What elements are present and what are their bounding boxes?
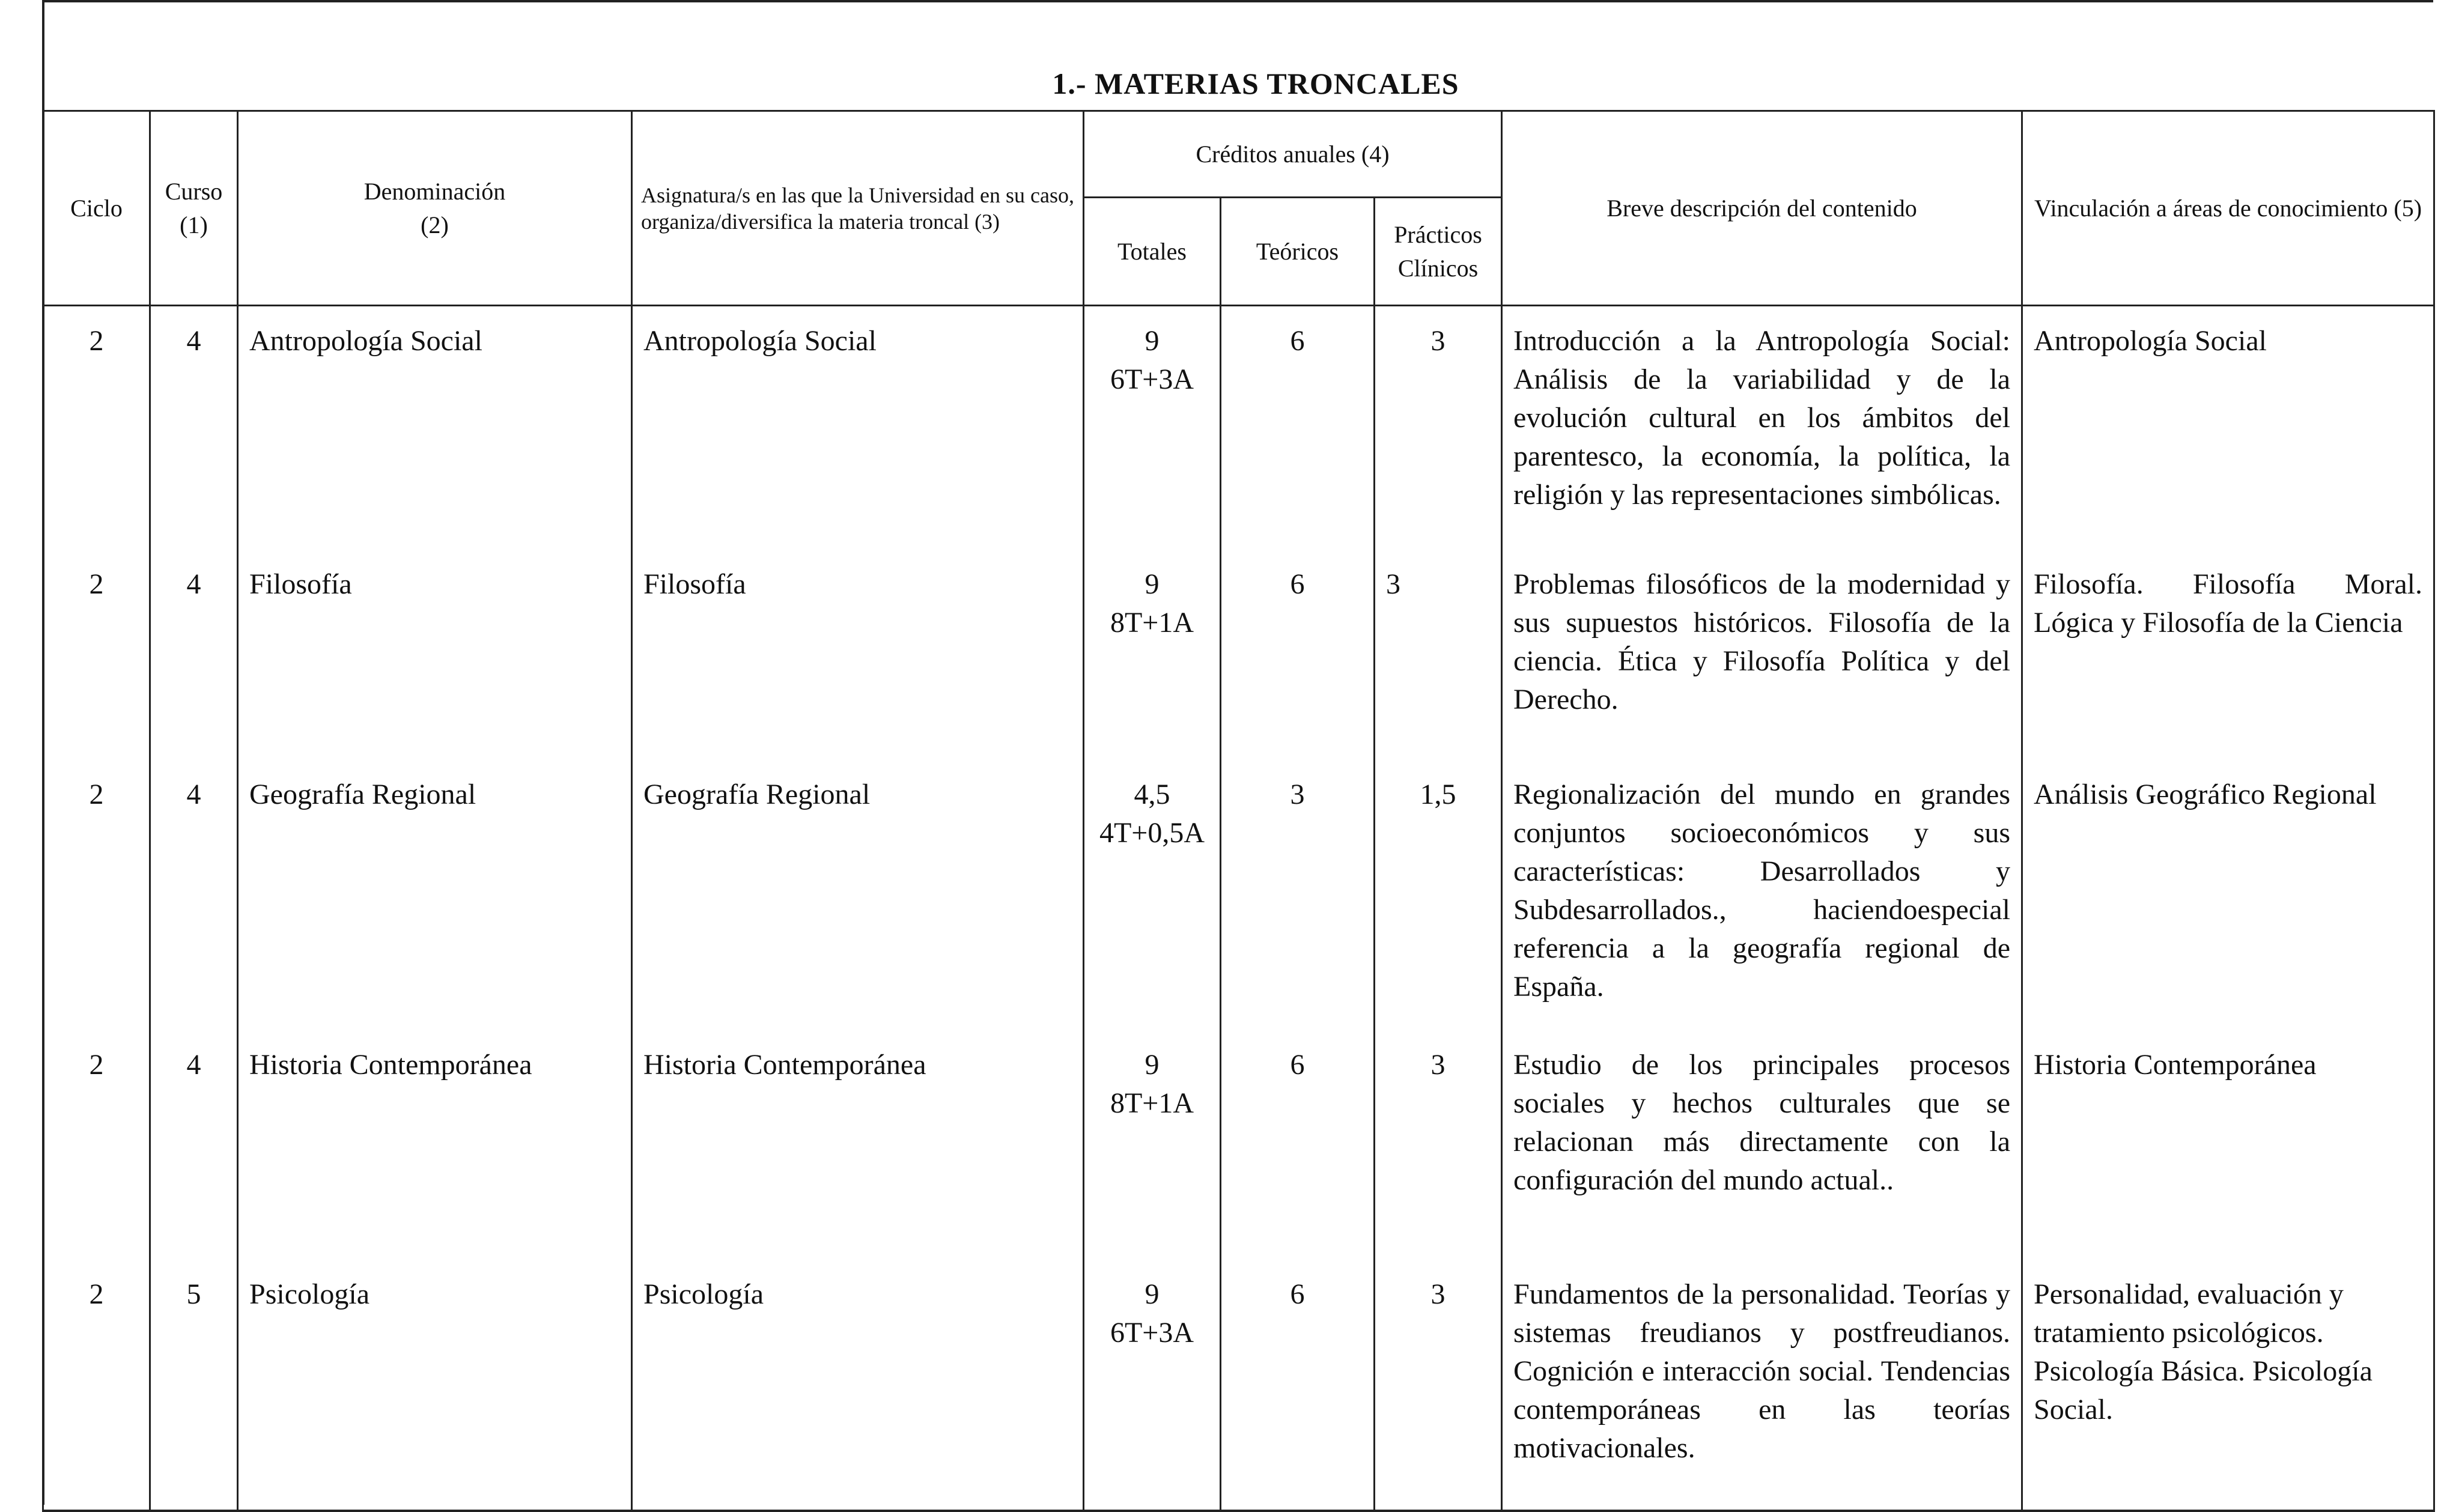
- cell-totales: [1084, 306, 1221, 550]
- cell-teoricos: 6: [1221, 306, 1375, 550]
- cell-teoricos: 6: [1221, 1260, 1375, 1511]
- cell-vinculacion: Análisis Geográfico Regional: [2022, 760, 2434, 1030]
- cell-asignatura: Historia Contemporánea: [632, 1030, 1084, 1260]
- totales-value: 9: [1145, 568, 1160, 600]
- cell-descripcion: Introducción a la Antropología Social: Análisis de la variabilidad y de la evolución cultural en los ámbitos del parentesco, la economía, la política, la religión y las representaciones simbólicas.: [1502, 306, 2022, 550]
- table-row: [43, 1030, 2434, 1260]
- totales-value: 4,5: [1134, 778, 1170, 810]
- totales-detail: 4T+0,5A: [1099, 816, 1205, 849]
- cell-denominacion: Antropología Social: [238, 306, 632, 550]
- totales-detail: 8T+1A: [1110, 1087, 1194, 1119]
- totales-value: 9: [1145, 325, 1160, 357]
- totales-detail: 8T+1A: [1110, 606, 1194, 639]
- cell-totales: [1084, 1260, 1221, 1511]
- cell-vinculacion: Historia Contemporánea: [2022, 1030, 2434, 1260]
- header-descripcion: Breve descripción del contenido: [1502, 111, 2022, 306]
- table-row: [43, 1260, 2434, 1511]
- cell-descripcion: Problemas filosóficos de la modernidad y sus supuestos históricos. Filosofía de la ciencia. Ética y Filosofía Política y del Derecho.: [1502, 550, 2022, 760]
- cell-teoricos: 3: [1221, 760, 1375, 1030]
- cell-totales: [1084, 550, 1221, 760]
- cell-vinculacion: Personalidad, evaluación y tratamiento psicológicos. Psicología Básica. Psicología Social.: [2022, 1260, 2434, 1511]
- cell-practicos: 3: [1375, 1260, 1502, 1511]
- cell-curso: 4: [150, 550, 238, 760]
- cell-curso: 4: [150, 306, 238, 550]
- cell-curso: 5: [150, 1260, 238, 1511]
- table-row: [43, 550, 2434, 760]
- cell-descripcion: Regionalización del mundo en grandes conjuntos socioeconómicos y sus características: Desarrollados y Subdesarrollados., haciendoespecial referencia a la geografía regional de España.: [1502, 760, 2022, 1030]
- totales-detail: 6T+3A: [1110, 1316, 1194, 1349]
- cell-asignatura: Geografía Regional: [632, 760, 1084, 1030]
- table-row: [43, 760, 2434, 1030]
- cell-ciclo: 2: [43, 1030, 150, 1260]
- header-denominacion: [238, 111, 632, 306]
- cell-ciclo: 2: [43, 760, 150, 1030]
- cell-denominacion: Filosofía: [238, 550, 632, 760]
- header-asignatura: Asignatura/s en las que la Universidad en su caso, organiza/diversifica la materia troncal (3): [632, 111, 1084, 306]
- cell-descripcion: Fundamentos de la personalidad. Teorías y sistemas freudianos y postfreudianos. Cognición e interacción social. Tendencias contemporáneas en las teorías motivacionales.: [1502, 1260, 2022, 1511]
- cell-denominacion: Geografía Regional: [238, 760, 632, 1030]
- cell-teoricos: 6: [1221, 1030, 1375, 1260]
- totales-value: 9: [1145, 1278, 1160, 1310]
- header-curso-note: (1): [180, 211, 208, 238]
- cell-asignatura: Psicología: [632, 1260, 1084, 1511]
- header-teoricos: Teóricos: [1221, 198, 1375, 306]
- cell-ciclo: 2: [43, 550, 150, 760]
- cell-denominacion: Psicología: [238, 1260, 632, 1511]
- header-practicos: Prácticos Clínicos: [1375, 198, 1502, 306]
- table-row: [43, 306, 2434, 550]
- cell-totales: [1084, 760, 1221, 1030]
- header-curso: [150, 111, 238, 306]
- cell-practicos: 3: [1375, 550, 1502, 760]
- cell-descripcion: Estudio de los principales procesos sociales y hechos culturales que se relacionan más directamente con la configuración del mundo actual..: [1502, 1030, 2022, 1260]
- cell-curso: 4: [150, 760, 238, 1030]
- header-ciclo: Ciclo: [43, 111, 150, 306]
- totales-detail: 6T+3A: [1110, 363, 1194, 395]
- cell-denominacion: Historia Contemporánea: [238, 1030, 632, 1260]
- header-totales: Totales: [1084, 198, 1221, 306]
- materias-table: [42, 110, 2435, 1512]
- totales-value: 9: [1145, 1048, 1160, 1081]
- cell-ciclo: 2: [43, 1260, 150, 1511]
- cell-practicos: 3: [1375, 1030, 1502, 1260]
- cell-ciclo: 2: [43, 306, 150, 550]
- header-creditos: Créditos anuales (4): [1084, 111, 1502, 198]
- cell-asignatura: Filosofía: [632, 550, 1084, 760]
- cell-asignatura: Antropología Social: [632, 306, 1084, 550]
- header-vinculacion: Vinculación a áreas de conocimiento (5): [2022, 111, 2434, 306]
- cell-practicos: 3: [1375, 306, 1502, 550]
- section-title: 1.- MATERIAS TRONCALES: [1052, 67, 1459, 100]
- cell-vinculacion: Antropología Social: [2022, 306, 2434, 550]
- cell-vinculacion: Filosofía. Filosofía Moral. Lógica y Filosofía de la Ciencia: [2022, 550, 2434, 760]
- cell-teoricos: 6: [1221, 550, 1375, 760]
- header-denominacion-note: (2): [421, 211, 449, 238]
- header-curso-label: Curso: [165, 177, 223, 205]
- header-denominacion-label: Denominación: [363, 177, 506, 205]
- document-page: [42, 0, 2433, 1505]
- cell-totales: [1084, 1030, 1221, 1260]
- cell-curso: 4: [150, 1030, 238, 1260]
- cell-practicos: 1,5: [1375, 760, 1502, 1030]
